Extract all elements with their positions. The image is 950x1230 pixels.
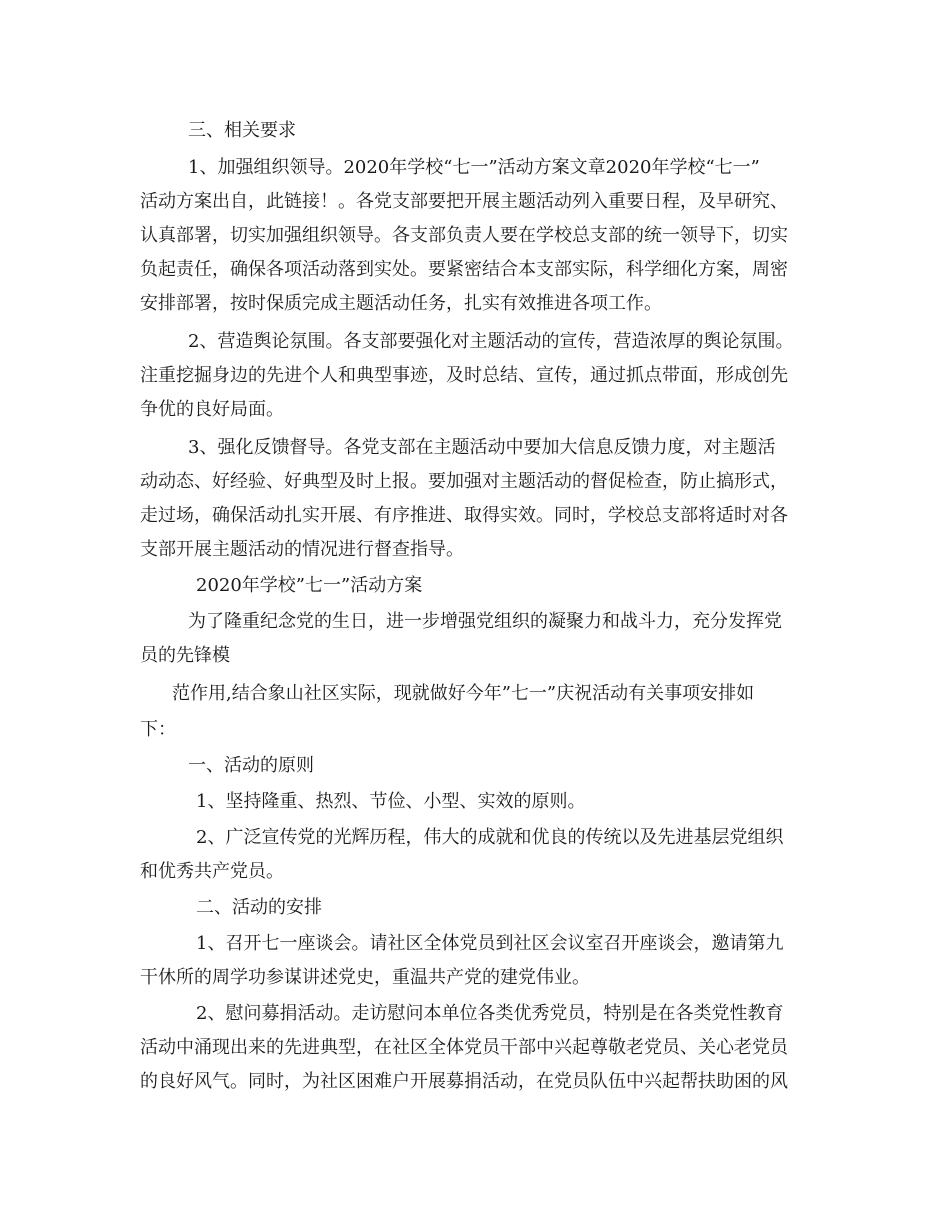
paragraph-line: 安排部署，按时保质完成主题活动任务，扎实有效推进各项工作。 — [140, 293, 662, 314]
paragraph-line: 和优秀共产党员。 — [140, 861, 284, 882]
paragraph-line: 2、慰问募捐活动。走访慰问本单位各类优秀党员，特别是在各类党性教育 — [196, 1003, 784, 1024]
paragraph-line: 的良好风气。同时，为社区困难户开展募捐活动，在党员队伍中兴起帮扶助困的风 — [140, 1071, 788, 1092]
paragraph-line: 1、召开七一座谈会。请社区全体党员到社区会议室召开座谈会，邀请第九 — [196, 933, 784, 954]
paragraph-line: 2、广泛宣传党的光辉历程，伟大的成就和优良的传统以及先进基层党组织 — [196, 827, 784, 848]
paragraph-line: 员的先锋模 — [140, 645, 230, 666]
paragraph-line: 1、加强组织领导。2020年学校“七一”活动方案文章2020年学校“七一” — [188, 157, 760, 178]
paragraph-line: 干休所的周学功参谋讲述党史，重温共产党的建党伟业。 — [140, 967, 590, 988]
paragraph-line: 支部开展主题活动的情况进行督查指导。 — [140, 539, 464, 560]
paragraph-line: 动动态、好经验、好典型及时上报。要加强对主题活动的督促检查，防止搞形式， — [140, 471, 788, 492]
paragraph-line: 3、强化反馈督导。各党支部在主题活动中要加大信息反馈力度，对主题活 — [188, 437, 776, 458]
document-title: 2020年学校”七一”活动方案 — [196, 575, 423, 596]
paragraph-line: 2、营造舆论氛围。各支部要强化对主题活动的宣传，营造浓厚的舆论氛围。 — [188, 331, 794, 352]
paragraph-line: 认真部署，切实加强组织领导。各支部负责人要在学校总支部的统一领导下，切实 — [140, 225, 788, 246]
paragraph-line: 注重挖掘身边的先进个人和典型事迹，及时总结、宣传，通过抓点带面，形成创先 — [140, 365, 788, 386]
paragraph-line: 1、坚持隆重、热烈、节俭、小型、实效的原则。 — [196, 791, 586, 812]
paragraph-line: 下： — [140, 719, 176, 740]
paragraph-line: 走过场，确保活动扎实开展、有序推进、取得实效。同时，学校总支部将适时对各 — [140, 505, 788, 526]
paragraph-line: 争优的良好局面。 — [140, 399, 284, 420]
paragraph-line: 负起责任，确保各项活动落到实处。要紧密结合本支部实际，科学细化方案，周密 — [140, 259, 788, 280]
section-heading-principles: 一、活动的原则 — [188, 755, 314, 776]
paragraph-line: 为了隆重纪念党的生日，进一步增强党组织的凝聚力和战斗力，充分发挥党 — [188, 611, 782, 632]
section-heading-arrangements: 二、活动的安排 — [196, 897, 322, 918]
section-heading-requirements: 三、相关要求 — [188, 120, 296, 141]
paragraph-line: 活动中涌现出来的先进典型，在社区全体党员干部中兴起尊敬老党员、关心老党员 — [140, 1037, 788, 1058]
paragraph-line: 活动方案出自，此链接！。各党支部要把开展主题活动列入重要日程，及早研究、 — [140, 191, 788, 212]
paragraph-line: 范作用,结合象山社区实际，现就做好今年”七一”庆祝活动有关事项安排如 — [172, 683, 755, 704]
